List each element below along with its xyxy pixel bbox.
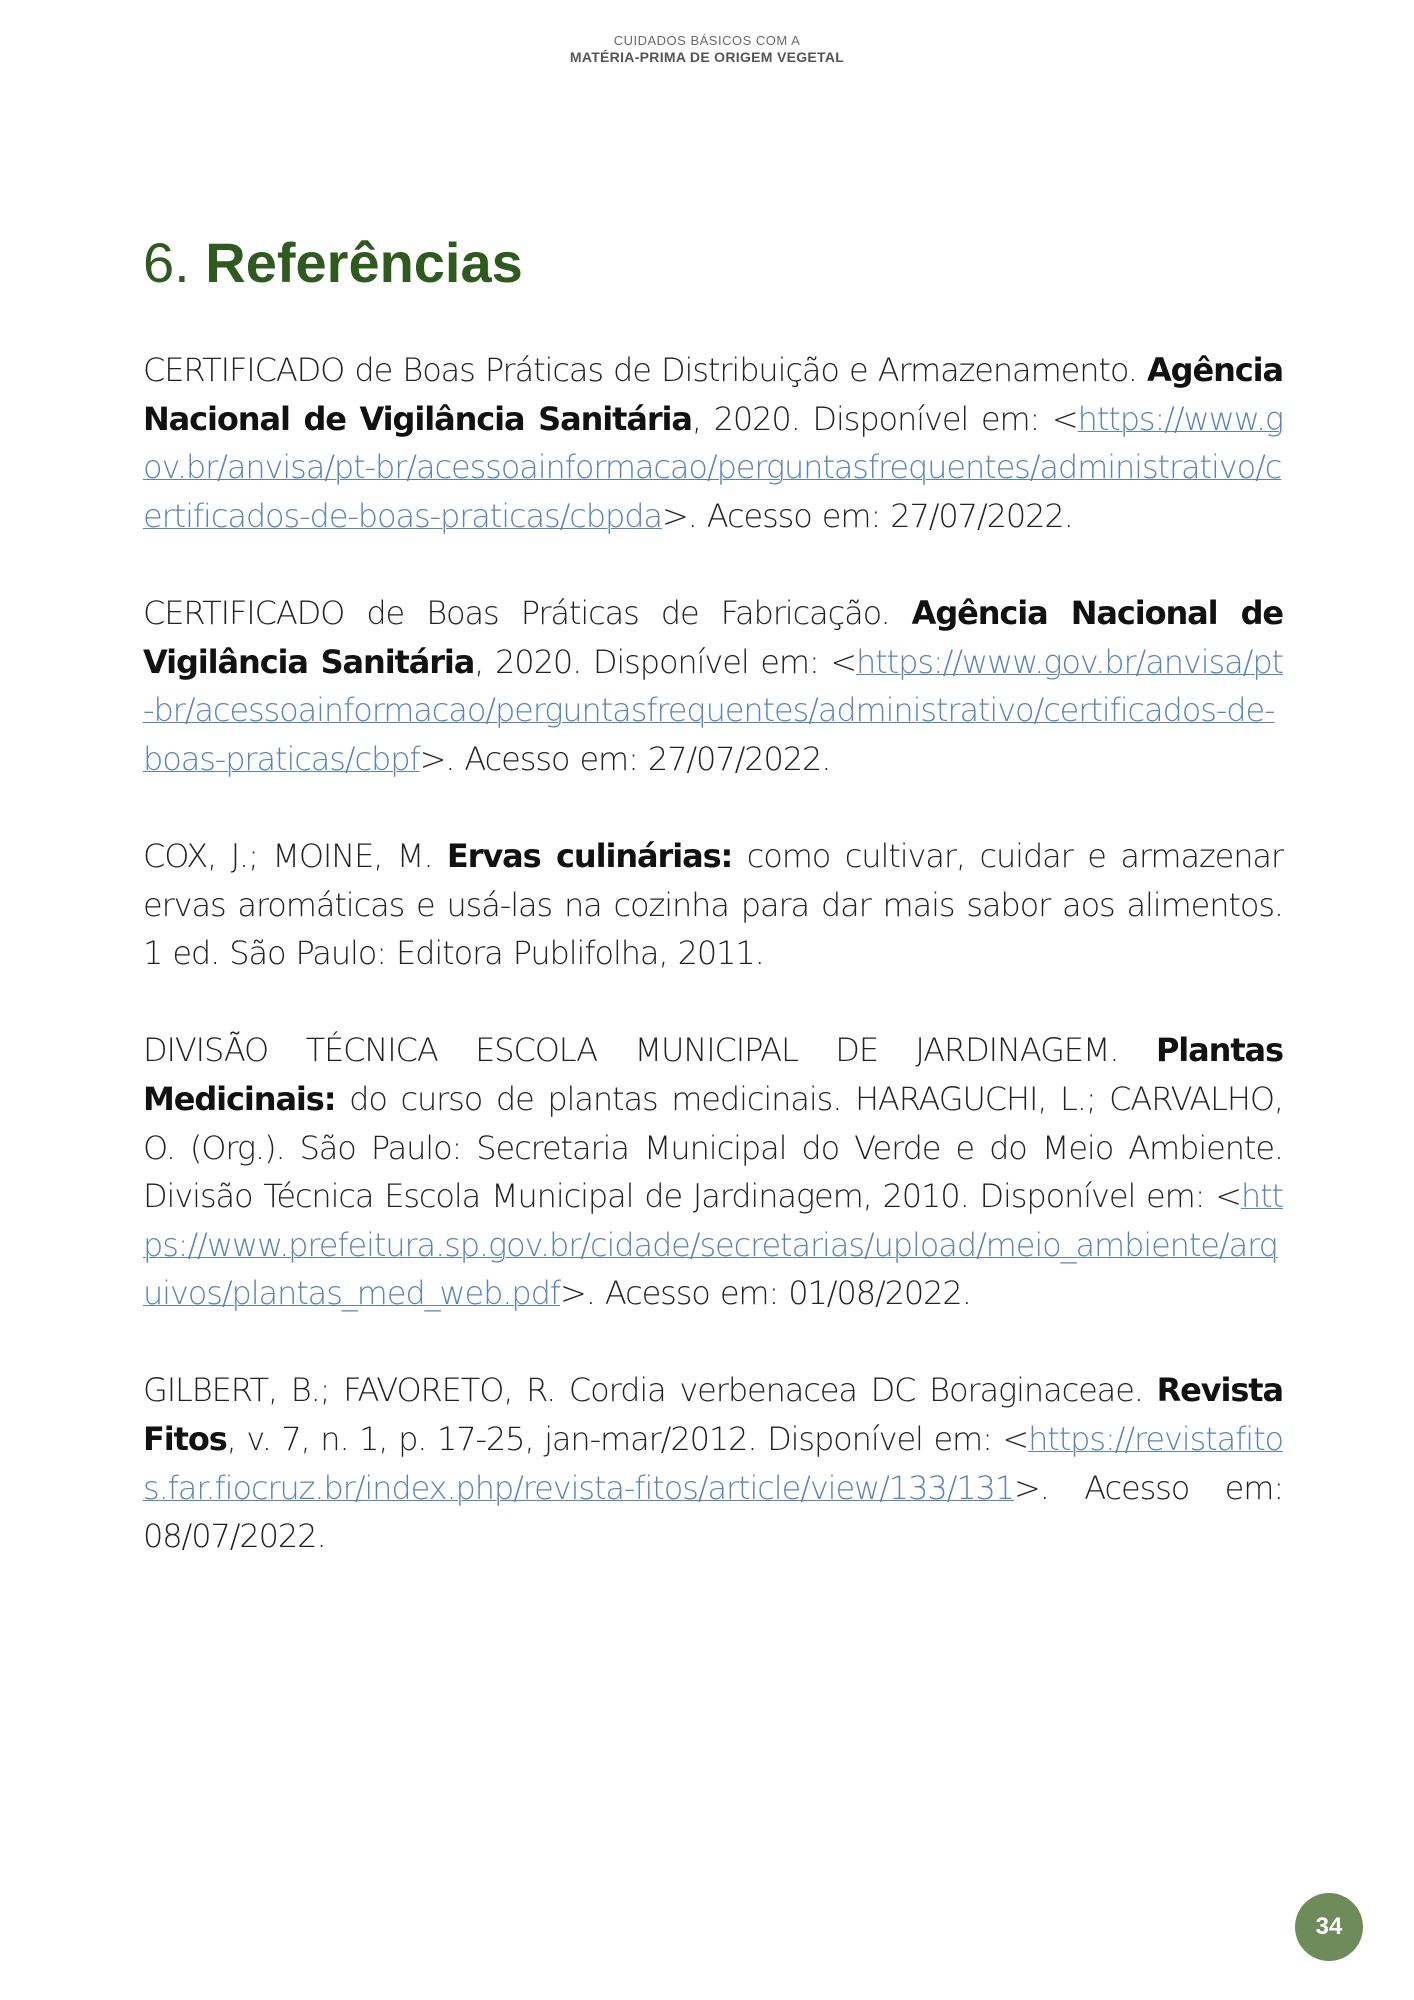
reference-text: , v. 7, n. 1, p. 17-25, jan-mar/2012. Disponível em: <: [226, 1420, 1029, 1459]
reference-link[interactable]: https://www.gov.br/anvisa/pt-br/acessoainformacao/perguntasfrequentes/administrativo/certificados-de-boas-praticas/cbpda: [143, 399, 1283, 535]
header-line-1: CUIDADOS BÁSICOS COM A: [613, 33, 801, 48]
reference-access-date: >. Acesso em: 27/07/2022.: [419, 739, 831, 778]
reference-link[interactable]: https://www.gov.br/anvisa/pt-br/acessoainformacao/perguntasfrequentes/administrativo/certificados-de-boas-praticas/cbpf: [143, 642, 1283, 778]
running-header: [0, 34, 1414, 65]
reference-access-date: >. Acesso em: 27/07/2022.: [661, 496, 1073, 535]
page-number: 34: [1315, 1913, 1343, 1940]
reference-source: Ervas culinárias:: [446, 836, 733, 875]
reference-list: [143, 346, 1283, 1609]
page-number-badge: [1295, 1893, 1363, 1961]
reference-text: , 2020. Disponível em: <: [691, 399, 1078, 438]
section-heading: [143, 232, 523, 294]
reference-source: Agência Nacional de Vigilância Sanitária: [143, 593, 1283, 681]
reference-item: [143, 832, 1283, 978]
reference-text: do curso de plantas medicinais. HARAGUCHI, L.; CARVALHO, O. (Org.). São Paulo: Secretaria Municipal do Verde e do Meio Ambiente. Divisão Técnica Escola Municipal de Jardinagem, 2010. Disponível em: <: [143, 1079, 1283, 1216]
section-title: Referências: [205, 231, 523, 294]
reference-text: GILBERT, B.; FAVORETO, R. Cordia verbenacea DC Boraginaceae.: [143, 1371, 1157, 1410]
reference-source: Plantas Medicinais:: [143, 1031, 1283, 1118]
reference-link[interactable]: https://revistafitos.far.fiocruz.br/index.php/revista-fitos/article/view/133/131: [143, 1420, 1283, 1507]
reference-text: COX, J.; MOINE, M.: [143, 836, 447, 875]
reference-text: DIVISÃO TÉCNICA ESCOLA MUNICIPAL DE JARDINAGEM.: [143, 1031, 1156, 1070]
reference-text: como cultivar, cuidar e armazenar ervas aromáticas e usá-las na cozinha para dar mais sabor aos alimentos. 1 ed. São Paulo: Editora Publifolha, 2011.: [143, 836, 1283, 973]
reference-access-date: >. Acesso em: 01/08/2022.: [559, 1274, 971, 1313]
reference-item: [143, 589, 1283, 783]
reference-source: Revista Fitos: [143, 1371, 1283, 1459]
reference-text: CERTIFICADO de Boas Práticas de Distribuição e Armazenamento.: [143, 351, 1147, 389]
reference-item: [143, 1366, 1283, 1560]
reference-link[interactable]: https://www.prefeitura.sp.gov.br/cidade/secretarias/upload/meio_ambiente/arquivos/plantas_med_web.pdf: [143, 1177, 1283, 1313]
reference-item: [143, 346, 1283, 540]
reference-access-date: >. Acesso em: 08/07/2022.: [143, 1468, 1283, 1556]
reference-text: CERTIFICADO de Boas Práticas de Fabricação.: [143, 593, 912, 632]
reference-source: Agência Nacional de Vigilância Sanitária: [143, 351, 1283, 438]
reference-item: [143, 1026, 1283, 1318]
section-number: 6.: [143, 231, 190, 294]
header-line-2: MATÉRIA-PRIMA DE ORIGEM VEGETAL: [569, 48, 845, 65]
reference-text: , 2020. Disponível em: <: [474, 642, 857, 681]
